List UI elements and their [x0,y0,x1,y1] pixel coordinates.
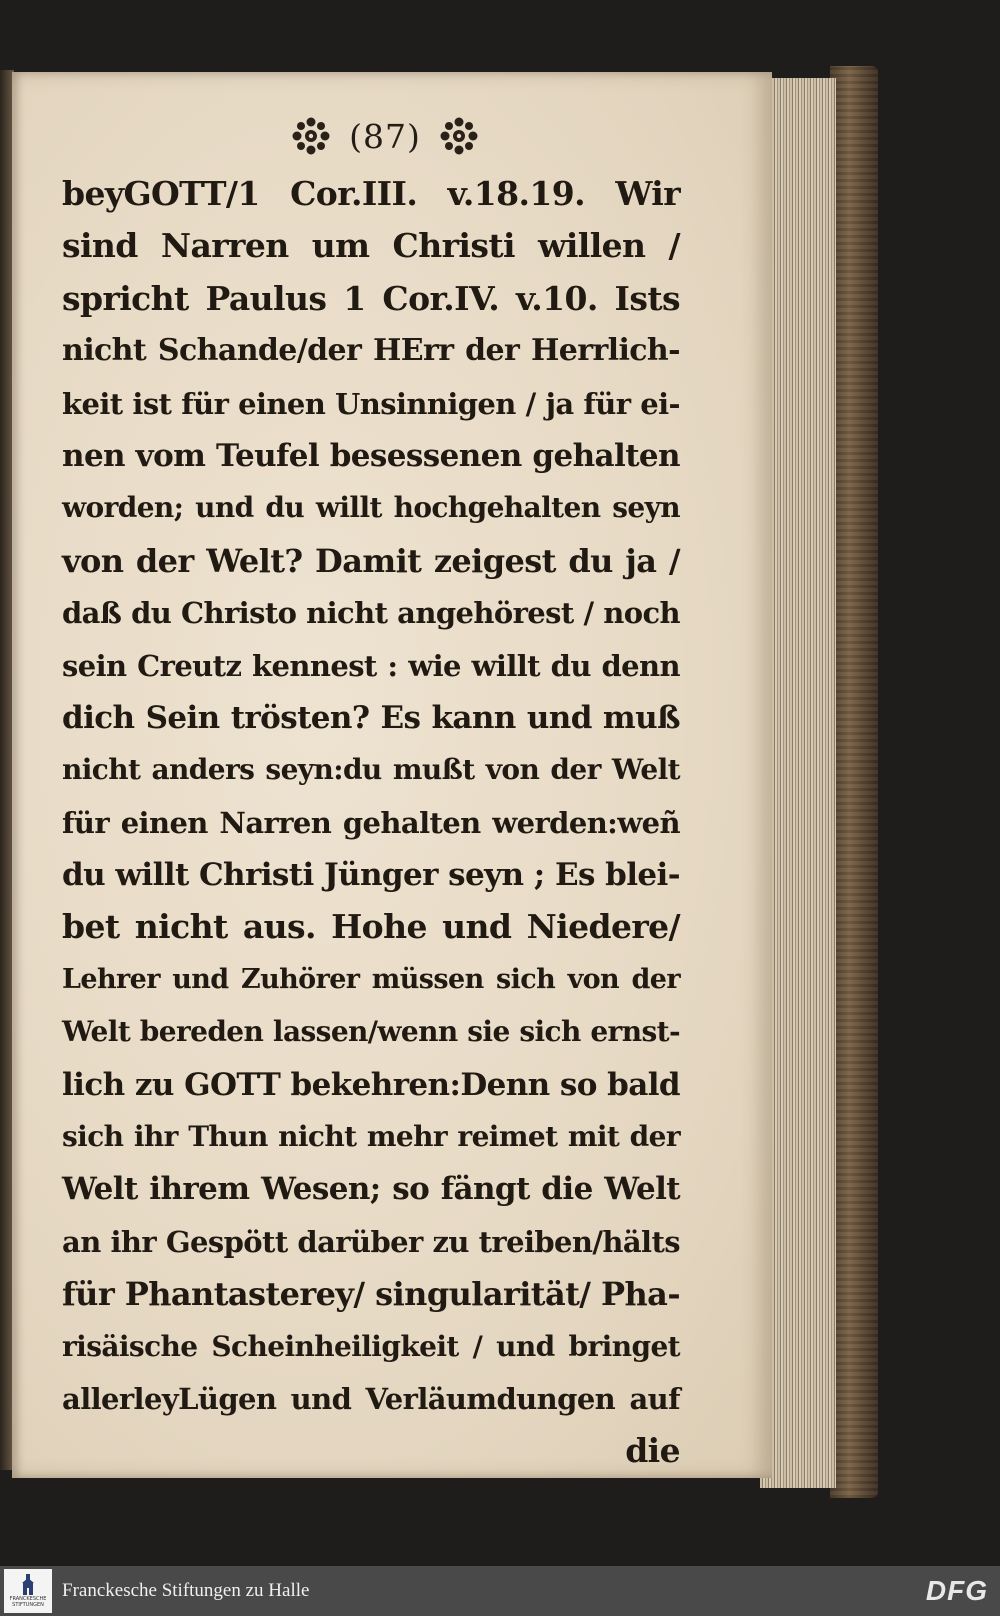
text-line: du willt Christi Jünger seyn ; Es blei- [62,857,680,894]
flower-ornament-icon [439,116,479,156]
text-line: sind Narren um Christi willen / [62,226,680,266]
text-line: beyGOTT/1 Cor.III. v.18.19. Wir [62,174,680,213]
orphanage-building-icon [21,1574,35,1596]
viewer-footer [0,1566,1000,1616]
text-line: keit ist für einen Unsinnigen / ja für ei- [62,386,680,421]
dfg-logo[interactable]: DFG [925,1575,988,1606]
text-line: nicht Schande/der HErr der Herrlich- [62,333,680,369]
text-line: bet nicht aus. Hohe und Niedere/ [62,907,680,947]
book-cover-edge [830,66,878,1498]
text-line: für einen Narren gehalten werden:weñ [62,805,680,840]
text-line: worden; und du willt hochgehalten seyn [62,491,680,525]
text-line: daß du Christo nicht angehörest / noch [62,596,680,631]
logo-caption: FRANCKESCHE STIFTUNGEN [9,1596,47,1608]
flower-ornament-icon [291,116,331,156]
institution-logo[interactable] [4,1569,52,1613]
page-number: (87) [349,116,421,156]
text-line: spricht Paulus 1 Cor.IV. v.10. Ists [62,278,680,318]
text-line: allerleyLügen und Verläumdungen auf [62,1381,680,1416]
text-line: dich Sein trösten? Es kann und muß [62,699,680,736]
institution-name[interactable]: Franckesche Stiftungen zu Halle [62,1580,310,1601]
text-line: von der Welt? Damit zeigest du ja / [62,541,680,580]
text-line: Welt bereden lassen/wenn sie sich ernst- [62,1015,680,1049]
catchword: die [625,1431,680,1471]
text-line: Welt ihrem Wesen; so fängt die Welt [62,1171,680,1208]
text-line: für Phantasterey/ singularität/ Pha- [62,1275,680,1314]
text-line: nen vom Teufel besessenen gehalten [62,437,680,474]
text-line: an ihr Gespött darüber zu treiben/hälts [62,1224,680,1259]
body-text [62,168,680,1478]
text-line: sich ihr Thun nicht mehr reimet mit der [62,1120,680,1154]
page-header [270,108,500,164]
text-line: nicht anders seyn:du mußt von der Welt [62,753,680,787]
text-line: sein Creutz kennest : wie willt du denn [62,648,680,683]
text-line: risäische Scheinheiligkeit / und bringet [62,1329,680,1363]
text-line: lich zu GOTT bekehren:Denn so bald [62,1066,680,1103]
text-line: Lehrer und Zuhörer müssen sich von der [62,963,680,995]
